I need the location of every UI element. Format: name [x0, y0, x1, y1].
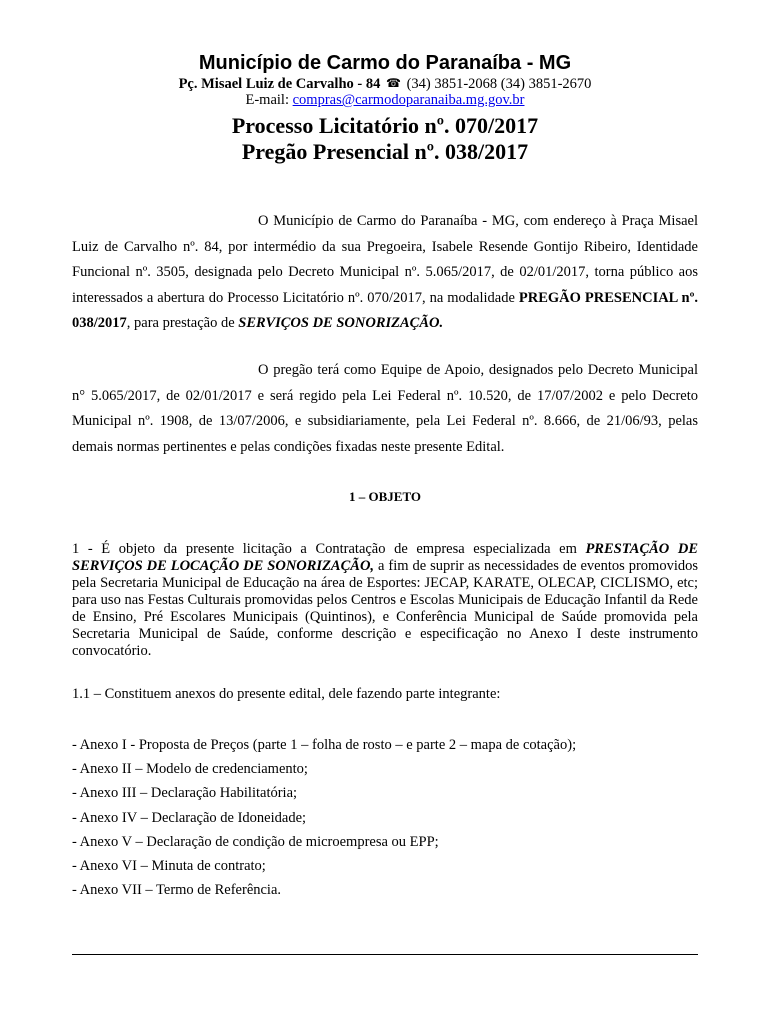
intro-text-2: , para prestação de [126, 315, 239, 331]
object-bold-italic: PRESTAÇÃO DE SERVIÇOS DE LOCAÇÃO DE SONORIZAÇÃO, [72, 541, 698, 574]
footer-divider [72, 954, 698, 955]
email-link[interactable]: compras@carmodoparanaiba.mg.gov.br [292, 92, 525, 108]
support-paragraph [72, 358, 698, 460]
support-text: O pregão terá como Equipe de Apoio, designados pelo Decreto Municipal n° 5.065/2017, de 02/01/2017 e será regido pela Lei Federal nº. 10.520, de 17/07/2002 e pelo Decreto Municipal nº. 1908, de 13/07/2006, e subsidiariamente, pela Lei Federal nº. 8.666, de 21/06/93, pelas demais normas pertinentes e pelas condições fixadas neste presente Edital. [72, 362, 698, 455]
list-item: - Anexo VI – Minuta de contrato; [72, 858, 266, 875]
list-item: - Anexo V – Declaração de condição de microempresa ou EPP; [72, 833, 439, 850]
telephone-icon: ☎ [385, 76, 401, 90]
email-line [0, 91, 770, 109]
pregao-title: Pregão Presencial nº. 038/2017 [241, 139, 529, 164]
list-item: - Anexo II – Modelo de credenciamento; [72, 761, 308, 778]
list-item: - Anexo I - Proposta de Preços (parte 1 – folha de rosto – e parte 2 – mapa de cotação); [72, 737, 577, 753]
address-text: Pç. Misael Luiz de Carvalho - 84 [178, 76, 381, 92]
process-title: Processo Licitatório nº. 070/2017 [231, 113, 539, 138]
email-label: E-mail: [245, 92, 289, 108]
municipality-title: Município de Carmo do Paranaíba - MG [198, 52, 572, 74]
intro-text-1: O Município de Carmo do Paranaíba - MG, com endereço à Praça Misael Luiz de Carvalho nº. 84, por intermédio da sua Pregoeira, Isabele Resende Gontijo Ribeiro, Identidade Funcional nº. 3505, designada pelo Decreto Municipal nº. 5.065/2017, de 02/01/2017, torna público aos interessados a abertura do Processo Licitatório nº. 070/2017, na modalidade [72, 213, 698, 306]
section-heading-objeto: 1 – OBJETO [348, 489, 421, 504]
list-item: - Anexo VII – Termo de Referência. [72, 882, 282, 899]
annexes-intro: 1.1 – Constituem anexos do presente edital, dele fazendo parte integrante: [72, 686, 501, 702]
list-item: - Anexo IV – Declaração de Idoneidade; [72, 809, 307, 826]
intro-bold: PREGÃO PRESENCIAL nº. 038/2017 [72, 289, 699, 331]
object-paragraph [72, 541, 698, 660]
annex-list [72, 733, 576, 902]
phone-numbers: (34) 3851-2068 (34) 3851-2670 [406, 76, 592, 92]
intro-bold-italic: SERVIÇOS DE SONORIZAÇÃO. [238, 315, 444, 331]
object-text-1: 1 - É objeto da presente licitação a Contratação de empresa especializada em [72, 541, 586, 557]
intro-paragraph [72, 209, 698, 337]
object-text-2: a fim de suprir as necessidades de eventos promovidos pela Secretaria Municipal de Educação na área de Esportes: JECAP, KARATE, OLECAP, CICLISMO, etc; para uso nas Festas Culturais promovidas pelos Centros e Escolas Municipais de Educação Infantil da Rede de Ensino, Pré Escolares Municipais (Quintinos), e Conferência Municipal de Saúde promovida pela Secretaria Municipal de Saúde, conforme descrição e especificação no Anexo I deste instrumento convocatório. [72, 558, 698, 659]
list-item: - Anexo III – Declaração Habilitatória; [72, 785, 298, 802]
